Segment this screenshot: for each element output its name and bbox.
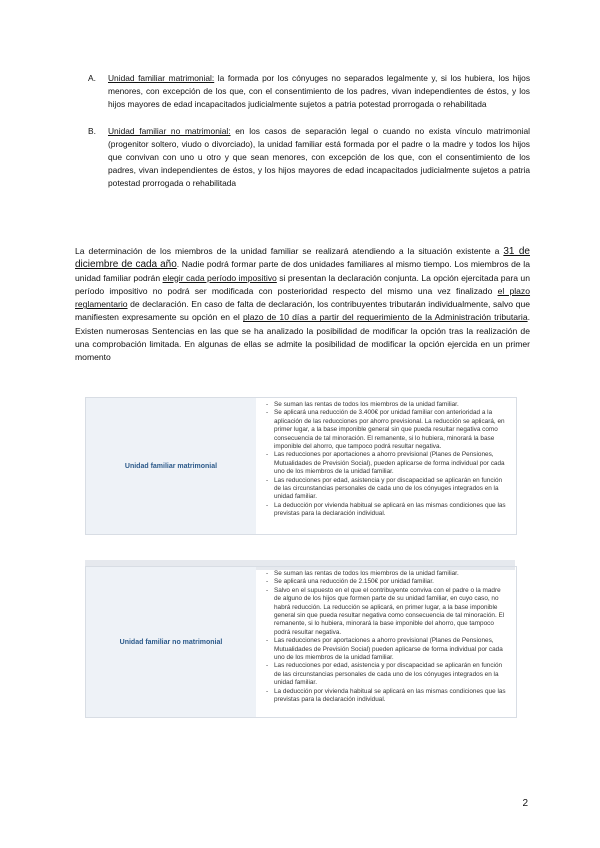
list-marker: A.	[88, 73, 96, 83]
table-item: - Las reducciones por aportaciones a ahorro previsional (Planes de Pensiones, Mutualidades de Previsión Social) pueden aplicarse de forma individual por cada uno de los miembros de la unidad familiar.	[274, 637, 508, 662]
text-run: si presentan la declaración conjunta. La opción ejercitada para un período impositivo no podrá ser modificada con posterioridad respecto del mismo una vez finalizado	[75, 272, 530, 296]
table-item: - Salvo en el supuesto en el que el contribuyente conviva con el padre o la madre de alguno de los hijos que formen parte de su unidad familiar, en cuyo caso, no habrá reducción. La reducción se aplicará, en primer lugar, a la base imponible general sin que pueda resultar negativa como consecuencia de tal minoración. El remanente, si lo hubiera, minorará la base imponible del ahorro, que tampoco podrá resultar negativa.	[274, 587, 508, 637]
list-marker: B.	[88, 125, 96, 136]
table-item: - Las reducciones por edad, asistencia y por discapacidad se aplicarán en función de las circunstancias personales de cada uno de los cónyuges integrados en la unidad familiar.	[274, 477, 508, 502]
list-item-b	[88, 125, 530, 191]
table-item: - Se suman las rentas de todos los miembros de la unidad familiar.	[274, 401, 508, 409]
table-body	[256, 398, 516, 534]
underlined-term: el plazo reglamentario	[75, 285, 531, 310]
page-number: 2	[522, 798, 528, 809]
text-run: . Nadie podrá formar parte de dos unidades familiares al mismo tiempo. Los miembros de la unidad familiar podrán	[75, 259, 530, 283]
table-item: - La deducción por vivienda habitual se aplicará en las mismas condiciones que las previstas para la declaración individual.	[274, 502, 508, 519]
text-run: . Existen numerosas Sentencias en las que se ha analizado la posibilidad de modificar la opción tras la realización de una comprobación limitada. En algunas de ellas se admite la posibilidad de modificar la opción ejercida en un primer momento	[75, 312, 530, 363]
table-label: Unidad familiar matrimonial	[86, 398, 256, 534]
table-item: - Se aplicará una reducción de 2.150€ por unidad familiar.	[274, 578, 508, 586]
table-unidad-matrimonial	[85, 397, 517, 535]
list-item-a	[88, 72, 530, 112]
text-run: de declaración. En caso de falta de declaración, los contribuyentes tributarán individualmente, salvo que manifiesten expresamente su opción en el	[75, 299, 530, 323]
date-emphasis: 31 de diciembre de cada año	[75, 246, 530, 271]
table-item: - Se suman las rentas de todos los miembros de la unidad familiar.	[274, 570, 508, 578]
underlined-term: plazo de 10 días a partir del requerimiento de la Administración tributaria	[243, 312, 528, 323]
underlined-term: elegir cada período impositivo	[162, 272, 277, 283]
table-item: - La deducción por vivienda habitual se aplicará en las mismas condiciones que las previstas para la declaración individual.	[274, 688, 508, 705]
body-paragraph	[75, 245, 530, 365]
table-item: - Las reducciones por aportaciones a ahorro previsional (Planes de Pensiones, Mutualidades de Previsión Social), pueden aplicarse de forma individual por cada uno de los miembros de la unidad familiar.	[274, 451, 508, 476]
table-item: - Se aplicará una reducción de 3.400€ por unidad familiar con anterioridad a la aplicación de las reducciones por ahorro previsional. La reducción se aplicará, en primer lugar, a la base imponible general sin que pueda resultar negativa como consecuencia de tal minoración. El remanente, si lo hubiera, minorará la base imponible del ahorro, que tampoco podrá resultar negativa.	[274, 409, 508, 451]
text-run: La determinación de los miembros de la unidad familiar se realizará atendiendo a la situación existente a	[75, 246, 504, 256]
table-unidad-no-matrimonial	[85, 566, 517, 718]
list-text: la formada por los cónyuges no separados legalmente y, si los hubiera, los hijos menores, con excepción de los que, con el consentimiento de los padres, vivan independientes de éstos, y los hijos mayores de edad incapacitados judicialmente sujetos a patria potestad prorrogada o rehabilitada	[108, 73, 531, 110]
list-term: Unidad familiar matrimonial:	[108, 73, 215, 83]
table-label: Unidad familiar no matrimonial	[86, 567, 256, 717]
definitions-list	[88, 72, 530, 191]
list-text: en los casos de separación legal o cuando no exista vínculo matrimonial (progenitor soltero, viudo o divorciado), la unidad familiar está formada por el padre o la madre y todos los hijos que convivan con uno u otro y que sean menores, con excepción de los que, con el consentimiento de los padres, vivan independientes de éstos, y los hijos mayores de edad incapacitados judicialmente sujetos a patria potestad prorrogada o rehabilitada	[108, 125, 530, 189]
table-body	[256, 567, 516, 717]
list-term: Unidad familiar no matrimonial:	[108, 125, 231, 136]
table-item: - Las reducciones por edad, asistencia y por discapacidad se aplicarán en función de las circunstancias personales de cada uno de los cónyuges integrados en la unidad familiar.	[274, 662, 508, 687]
